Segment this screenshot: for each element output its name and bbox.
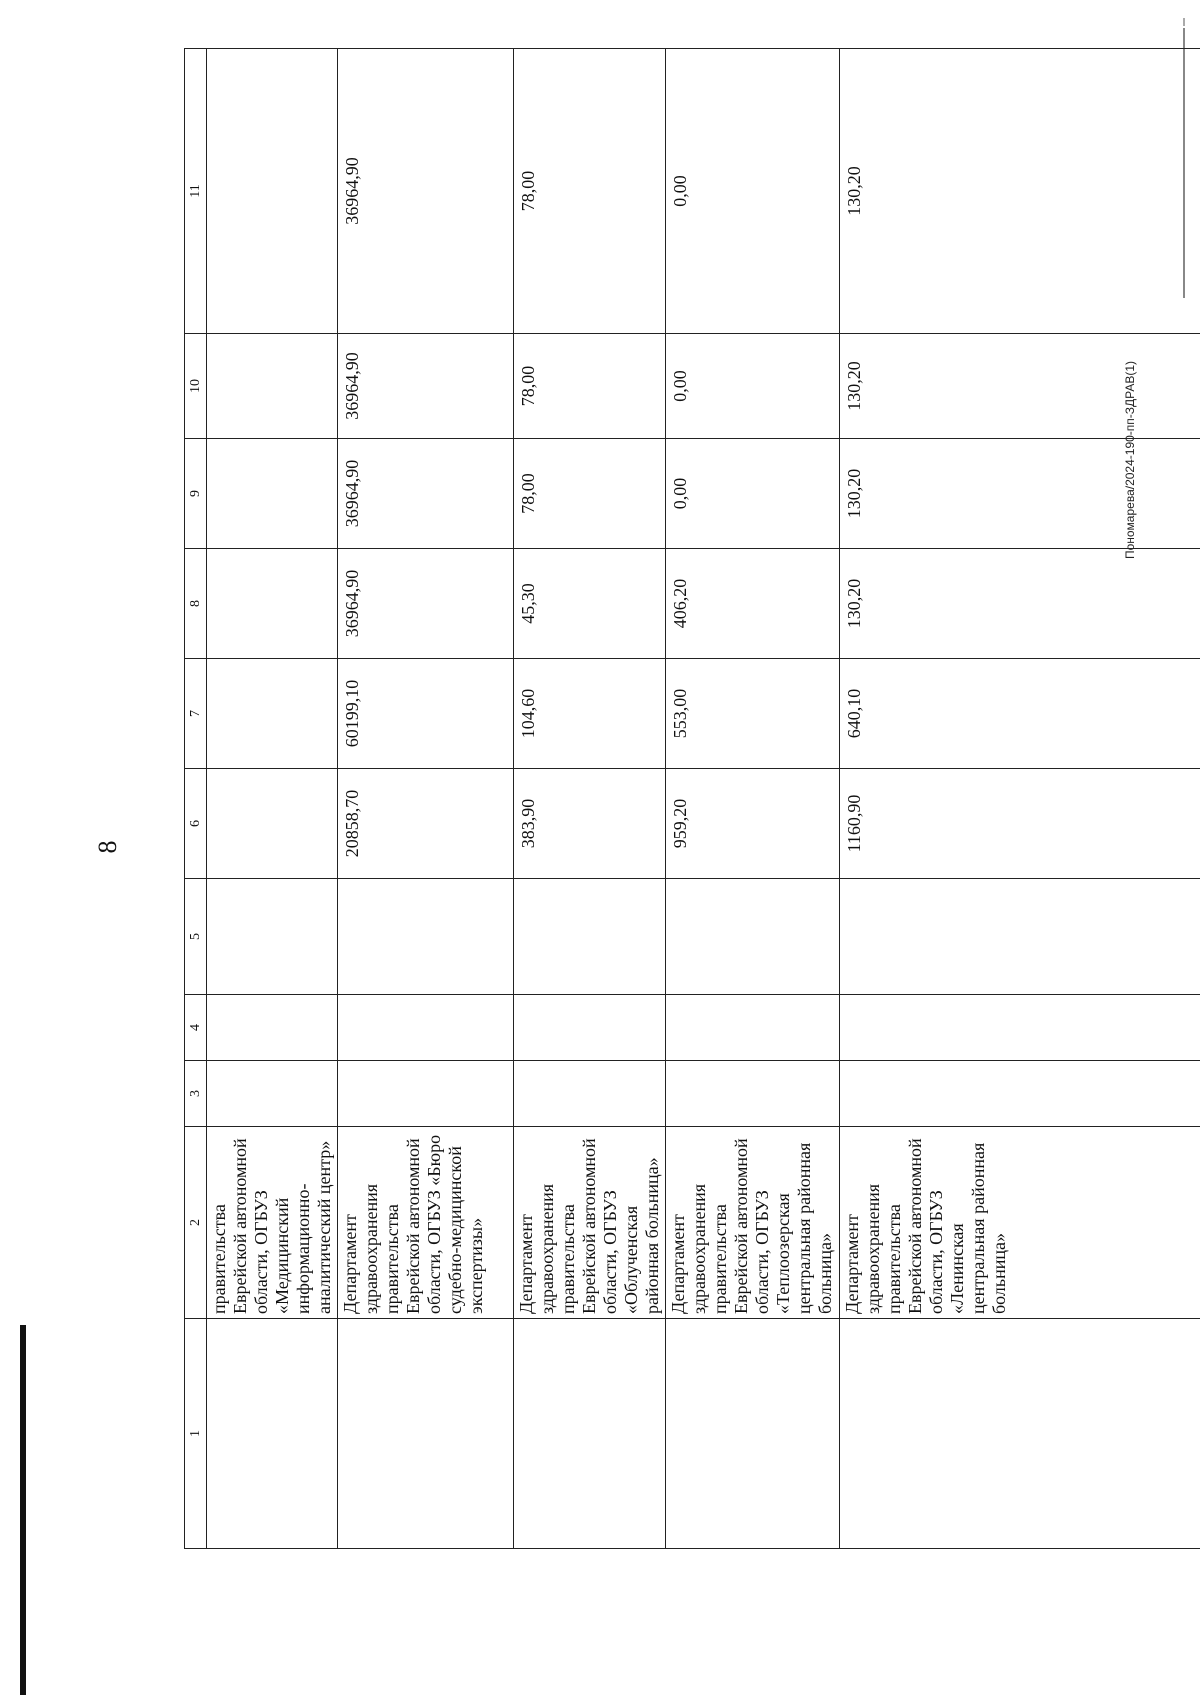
cell-col7 bbox=[207, 659, 338, 769]
column-header: 4 bbox=[185, 995, 207, 1061]
cell-col6: 20858,70 bbox=[338, 769, 514, 879]
cell-col6: 959,20 bbox=[666, 769, 840, 879]
cell-col7: 640,10 bbox=[840, 659, 1200, 769]
cell-col6 bbox=[207, 769, 338, 879]
cell-col3 bbox=[666, 1061, 840, 1127]
cell-col10: 0,00 bbox=[666, 334, 840, 439]
cell-col4 bbox=[840, 995, 1200, 1061]
cell-col3 bbox=[840, 1061, 1200, 1127]
table-row bbox=[666, 49, 840, 1549]
cell-col9: 130,20 bbox=[840, 439, 1200, 549]
column-header: 9 bbox=[185, 439, 207, 549]
cell-col9 bbox=[207, 439, 338, 549]
cell-col8: 406,20 bbox=[666, 549, 840, 659]
cell-col5 bbox=[338, 879, 514, 995]
column-header: 11 bbox=[185, 49, 207, 334]
cell-col11: 130,20 bbox=[840, 49, 1200, 334]
cell-col8: 130,20 bbox=[840, 549, 1200, 659]
scan-artifact-left-bar bbox=[20, 1325, 26, 1695]
cell-col11: 36964,90 bbox=[338, 49, 514, 334]
cell-col11: 0,00 bbox=[666, 49, 840, 334]
cell-col1 bbox=[338, 1319, 514, 1549]
cell-col10: 36964,90 bbox=[338, 334, 514, 439]
cell-executor: правительства Еврейской автономной области, ОГБУЗ «Медицинский информационно-аналитический центр» bbox=[207, 1127, 338, 1319]
table-row bbox=[840, 49, 1200, 1549]
cell-executor: Департамент здравоохранения правительства Еврейской автономной области, ОГБУЗ «Облученская районная больница» bbox=[514, 1127, 666, 1319]
column-header: 5 bbox=[185, 879, 207, 995]
cell-col5 bbox=[666, 879, 840, 995]
cell-col3 bbox=[207, 1061, 338, 1127]
column-header: 10 bbox=[185, 334, 207, 439]
cell-col10 bbox=[207, 334, 338, 439]
cell-col4 bbox=[666, 995, 840, 1061]
cell-col4 bbox=[207, 995, 338, 1061]
page-number: 8 bbox=[93, 840, 122, 854]
cell-col3 bbox=[338, 1061, 514, 1127]
scan-artifact-top-small bbox=[1183, 18, 1185, 26]
cell-col6: 1160,90 bbox=[840, 769, 1200, 879]
column-header: 8 bbox=[185, 549, 207, 659]
cell-col1 bbox=[840, 1319, 1200, 1549]
cell-col1 bbox=[666, 1319, 840, 1549]
cell-col9: 78,00 bbox=[514, 439, 666, 549]
cell-col7: 553,00 bbox=[666, 659, 840, 769]
cell-executor: Департамент здравоохранения правительства Еврейской автономной области, ОГБУЗ «Бюро судебно-медицинской экспертизы» bbox=[338, 1127, 514, 1319]
cell-col3 bbox=[514, 1061, 666, 1127]
table-header-row bbox=[185, 49, 207, 1549]
budget-table bbox=[184, 48, 1200, 1549]
cell-col5 bbox=[840, 879, 1200, 995]
cell-col11: 78,00 bbox=[514, 49, 666, 334]
cell-col7: 60199,10 bbox=[338, 659, 514, 769]
cell-col11 bbox=[207, 49, 338, 334]
table-row bbox=[338, 49, 514, 1549]
footer-document-code: Пономарева/2024-190-пп-ЗДРАВ(1) bbox=[1123, 360, 1137, 560]
cell-col9: 0,00 bbox=[666, 439, 840, 549]
budget-table-container bbox=[184, 49, 1200, 1549]
cell-col8 bbox=[207, 549, 338, 659]
cell-executor: Департамент здравоохранения правительства Еврейской автономной области, ОГБУЗ «Ленинская центральная районная больница» bbox=[840, 1127, 1200, 1319]
cell-col4 bbox=[514, 995, 666, 1061]
cell-col8: 36964,90 bbox=[338, 549, 514, 659]
cell-col7: 104,60 bbox=[514, 659, 666, 769]
cell-col1 bbox=[514, 1319, 666, 1549]
cell-executor: Департамент здравоохранения правительства Еврейской автономной области, ОГБУЗ «Теплоозерская центральная районная больница» bbox=[666, 1127, 840, 1319]
cell-col5 bbox=[514, 879, 666, 995]
table-row bbox=[514, 49, 666, 1549]
cell-col5 bbox=[207, 879, 338, 995]
cell-col10: 78,00 bbox=[514, 334, 666, 439]
cell-col6: 383,90 bbox=[514, 769, 666, 879]
cell-col10: 130,20 bbox=[840, 334, 1200, 439]
cell-col1 bbox=[207, 1319, 338, 1549]
table-row bbox=[207, 49, 338, 1549]
column-header: 3 bbox=[185, 1061, 207, 1127]
cell-col9: 36964,90 bbox=[338, 439, 514, 549]
column-header: 7 bbox=[185, 659, 207, 769]
column-header: 6 bbox=[185, 769, 207, 879]
column-header: 2 bbox=[185, 1127, 207, 1319]
cell-col8: 45,30 bbox=[514, 549, 666, 659]
cell-col4 bbox=[338, 995, 514, 1061]
column-header: 1 bbox=[185, 1319, 207, 1549]
